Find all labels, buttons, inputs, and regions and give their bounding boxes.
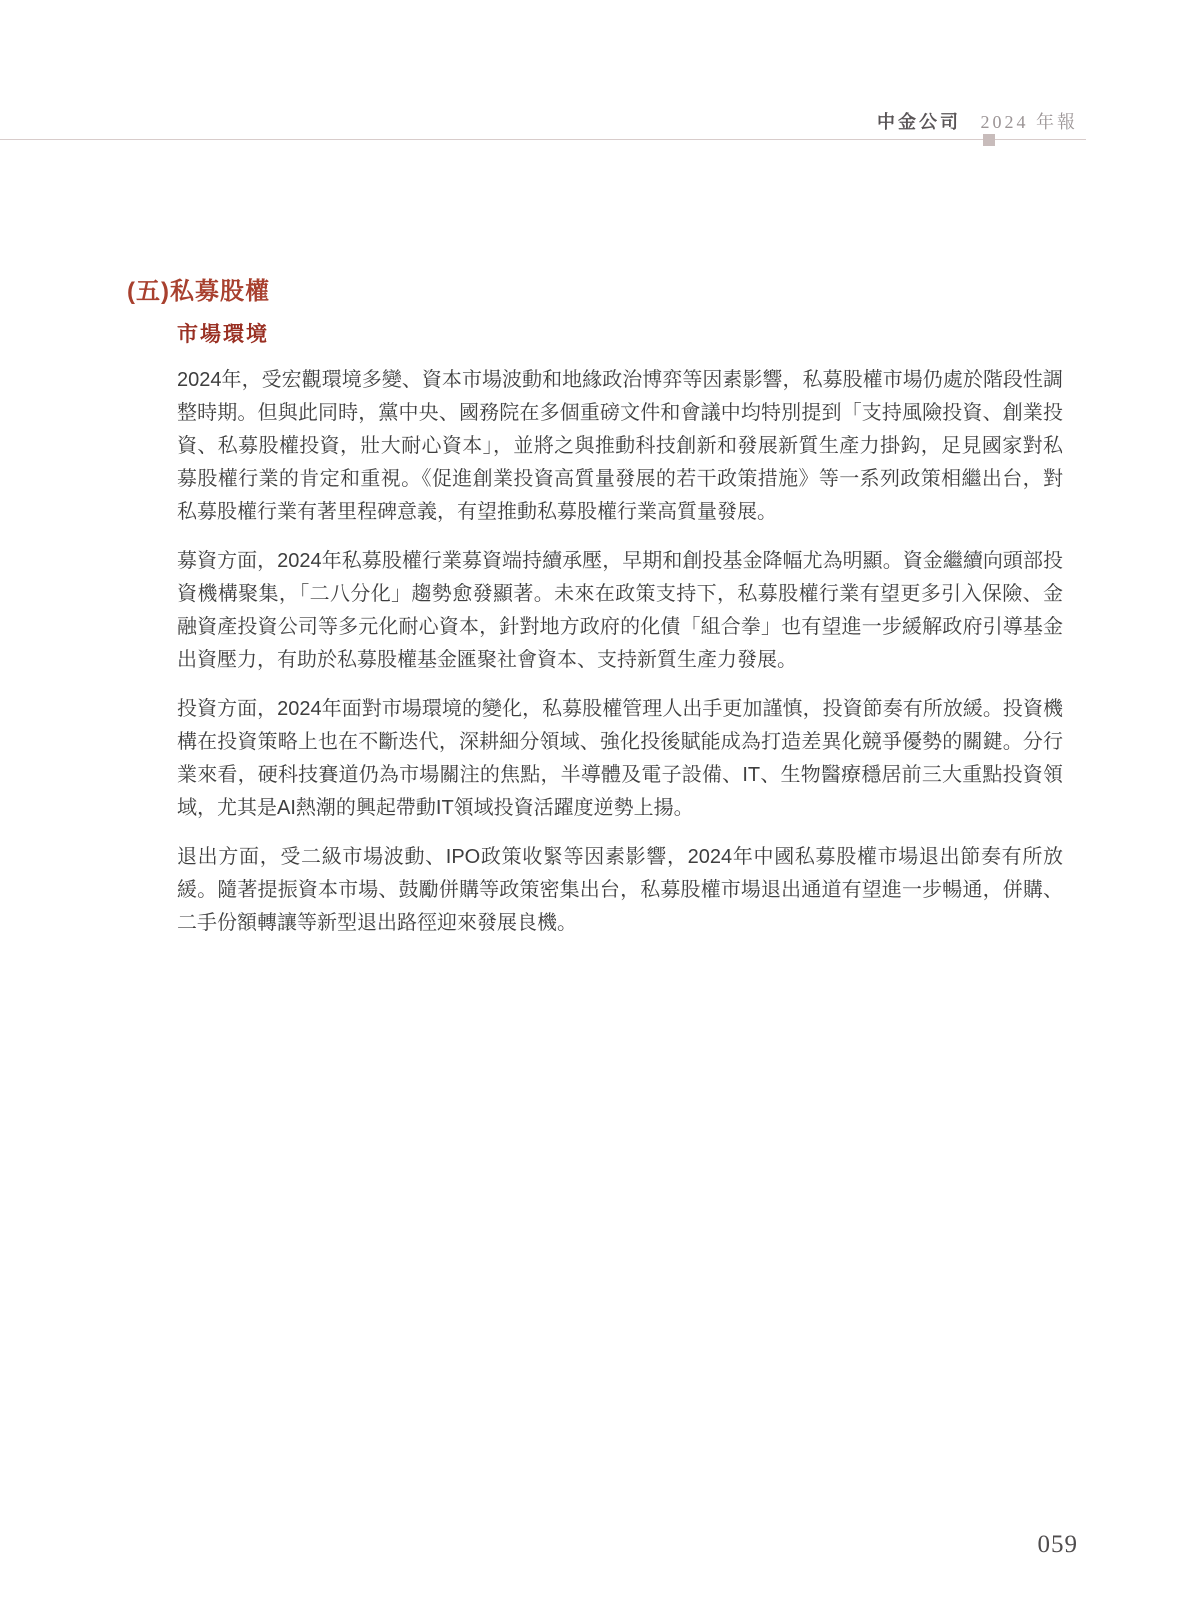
subsection-heading: 市場環境 xyxy=(177,323,269,346)
paragraph-fundraising: 募資方面，2024年私募股權行業募資端持續承壓，早期和創投基金降幅尤為明顯。資金繼續向頭部投資機構聚集，「二八分化」趨勢愈發顯著。未來在政策支持下，私募股權行業有望更多引入保險、金融資產投資公司等多元化耐心資本，針對地方政府的化債「組合拳」也有望進一步緩解政府引導基金出資壓力，有助於私募股權基金匯聚社會資本、支持新質生產力發展。 xyxy=(177,550,1063,671)
header-divider xyxy=(0,139,1086,140)
company-name: 中金公司 xyxy=(877,112,961,132)
page-number: 059 xyxy=(1037,1531,1078,1558)
paragraph-exit: 退出方面，受二級市場波動、IPO政策收緊等因素影響，2024年中國私募股權市場退出節奏有所放緩。隨著提振資本市場、鼓勵併購等政策密集出台，私募股權市場退出通道有望進一步暢通，併購、二手份額轉讓等新型退出路徑迎來發展良機。 xyxy=(177,846,1063,934)
body-copy xyxy=(177,364,1063,940)
running-header xyxy=(877,108,1078,134)
paragraph-investment: 投資方面，2024年面對市場環境的變化，私募股權管理人出手更加謹慎，投資節奏有所放緩。投資機構在投資策略上也在不斷迭代，深耕細分領域、強化投後賦能成為打造差異化競爭優勢的關鍵。分行業來看，硬科技賽道仍為市場關注的焦點，半導體及電子設備、IT、生物醫療穩居前三大重點投資領域，尤其是AI熱潮的興起帶動IT領域投資活躍度逆勢上揚。 xyxy=(177,698,1063,819)
report-edition: 2024 年報 xyxy=(980,112,1078,132)
divider-square-marker xyxy=(983,134,995,146)
paragraph-market-environment: 2024年，受宏觀環境多變、資本市場波動和地緣政治博弈等因素影響，私募股權市場仍處於階段性調整時期。但與此同時，黨中央、國務院在多個重磅文件和會議中均特別提到「支持風險投資、創業投資、私募股權投資，壯大耐心資本」，並將之與推動科技創新和發展新質生產力掛鈎，足見國家對私募股權行業的肯定和重視。《促進創業投資高質量發展的若干政策措施》等一系列政策相繼出台，對私募股權行業有著里程碑意義，有望推動私募股權行業高質量發展。 xyxy=(177,369,1063,523)
section-heading: (五)私募股權 xyxy=(127,278,270,305)
